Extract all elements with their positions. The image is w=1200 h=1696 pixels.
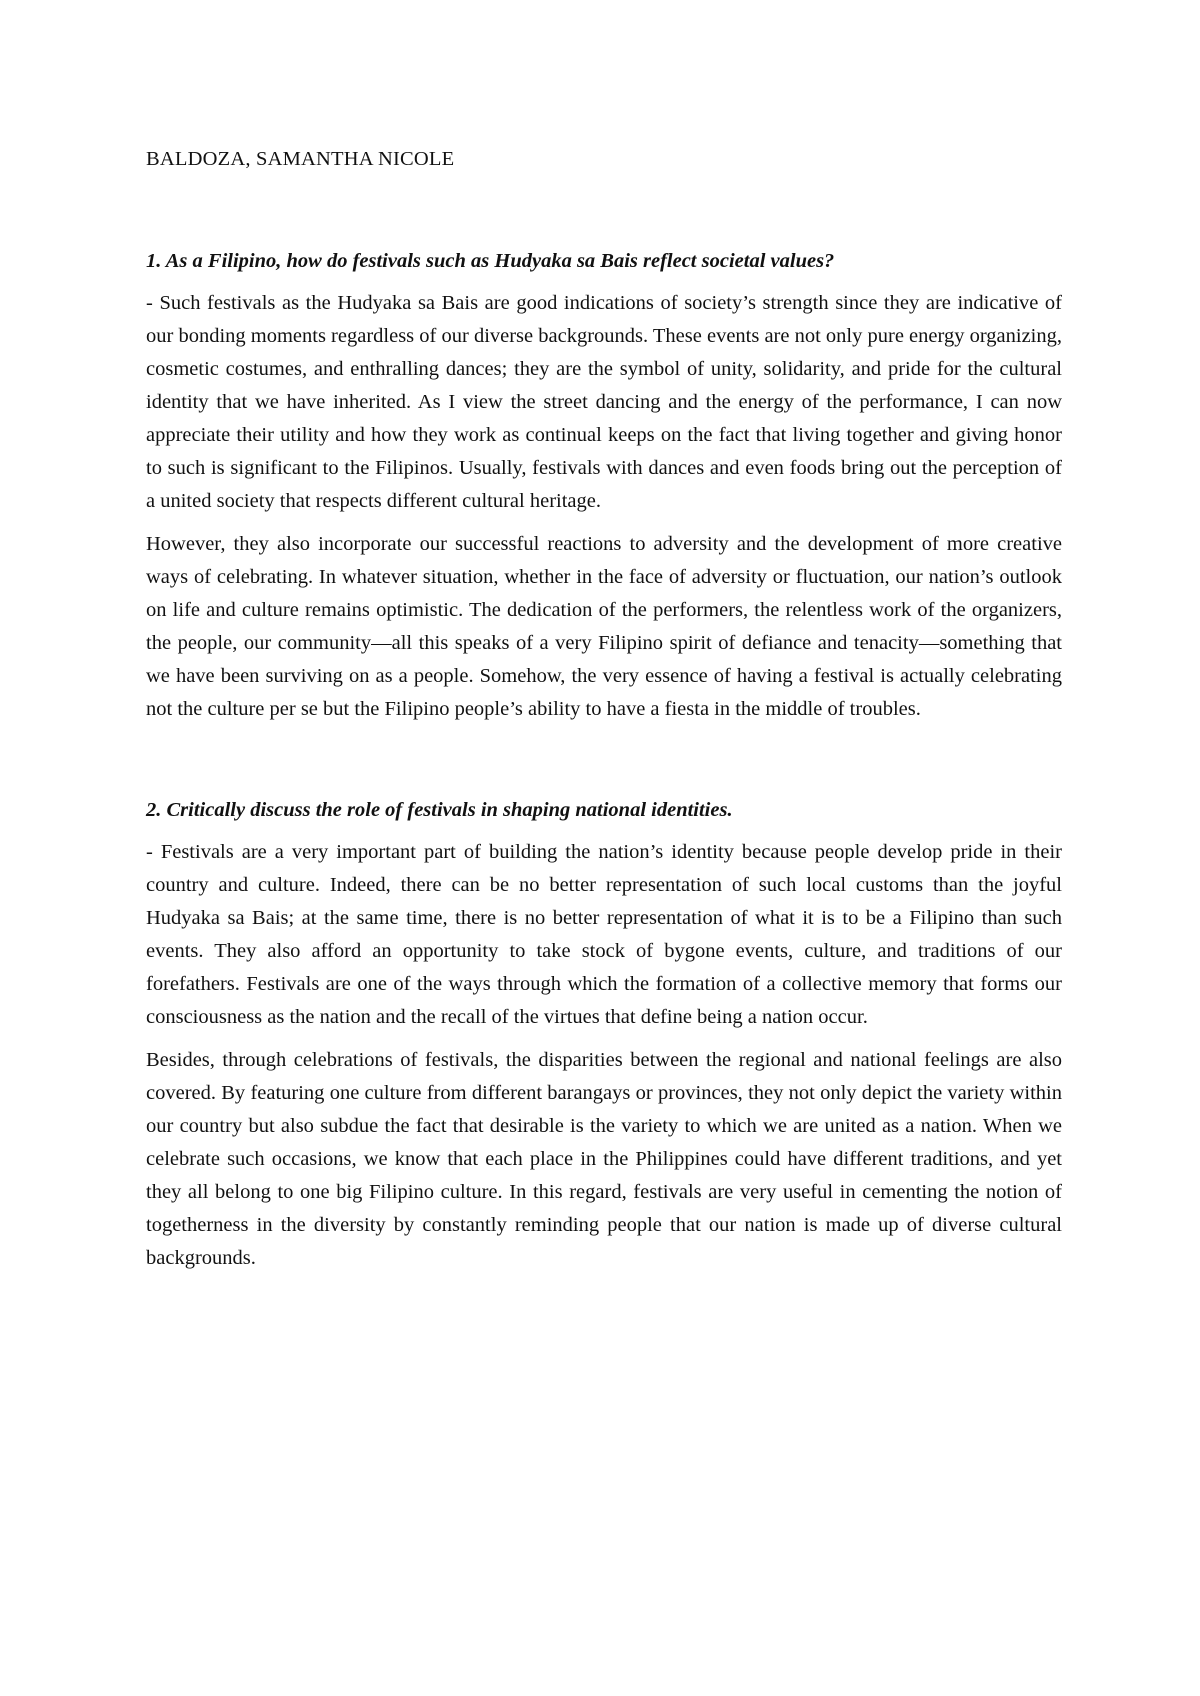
section-question-2 [146,796,1062,1275]
answer-1-paragraph-1: - Such festivals as the Hudyaka sa Bais are good indications of society’s strength since they are indicative of our bonding moments regardless of our diverse backgrounds. These events are not only pure energy organizing, cosmetic costumes, and enthralling dances; they are the symbol of unity, solidarity, and pride for the cultural identity that we have inherited. As I view the street dancing and the energy of the performance, I can now appreciate their utility and how they work as continual keeps on the fact that living together and giving honor to such is significant to the Filipinos. Usually, festivals with dances and even foods bring out the perception of a united society that respects different cultural heritage. [146,292,1063,512]
answer-2-paragraph-2: Besides, through celebrations of festivals, the disparities between the regional and national feelings are also covered. By featuring one culture from different barangays or provinces, they not only depict the variety within our country but also subdue the fact that desirable is the variety to which we are united as a nation. When we celebrate such occasions, we know that each place in the Philippines could have different traditions, and yet they all belong to one big Filipino culture. In this regard, festivals are very useful in cementing the notion of togetherness in the diversity by constantly reminding people that our nation is made up of diverse cultural backgrounds. [146,1049,1062,1269]
answer-1-paragraph-2: However, they also incorporate our successful reactions to adversity and the development of more creative ways of celebrating. In whatever situation, whether in the face of adversity or fluctuation, our nation’s outlook on life and culture remains optimistic. The dedication of the performers, the relentless work of the organizers, the people, our community—all this speaks of a very Filipino spirit of defiance and tenacity—something that we have been surviving on as a people. Somehow, the very essence of having a festival is actually celebrating not the culture per se but the Filipino people’s ability to have a fiesta in the middle of troubles. [146,533,1062,720]
answer-2-paragraph-1: - Festivals are a very important part of building the nation’s identity because people develop pride in their country and culture. Indeed, there can be no better representation of such local customs than the joyful Hudyaka sa Bais; at the same time, there is no better representation of what it is to be a Filipino than such events. They also afford an opportunity to take stock of bygone events, culture, and traditions of our forefathers. Festivals are one of the ways through which the formation of a collective memory that forms our consciousness as the nation and the recall of the virtues that define being a nation occur. [146,841,1062,1028]
question-1-heading: 1. As a Filipino, how do festivals such as Hudyaka sa Bais reflect societal values? [146,250,835,272]
question-2-heading: 2. Critically discuss the role of festivals in shaping national identities. [146,799,733,821]
author-name: BALDOZA, SAMANTHA NICOLE [146,148,455,170]
section-question-1 [146,247,1062,726]
